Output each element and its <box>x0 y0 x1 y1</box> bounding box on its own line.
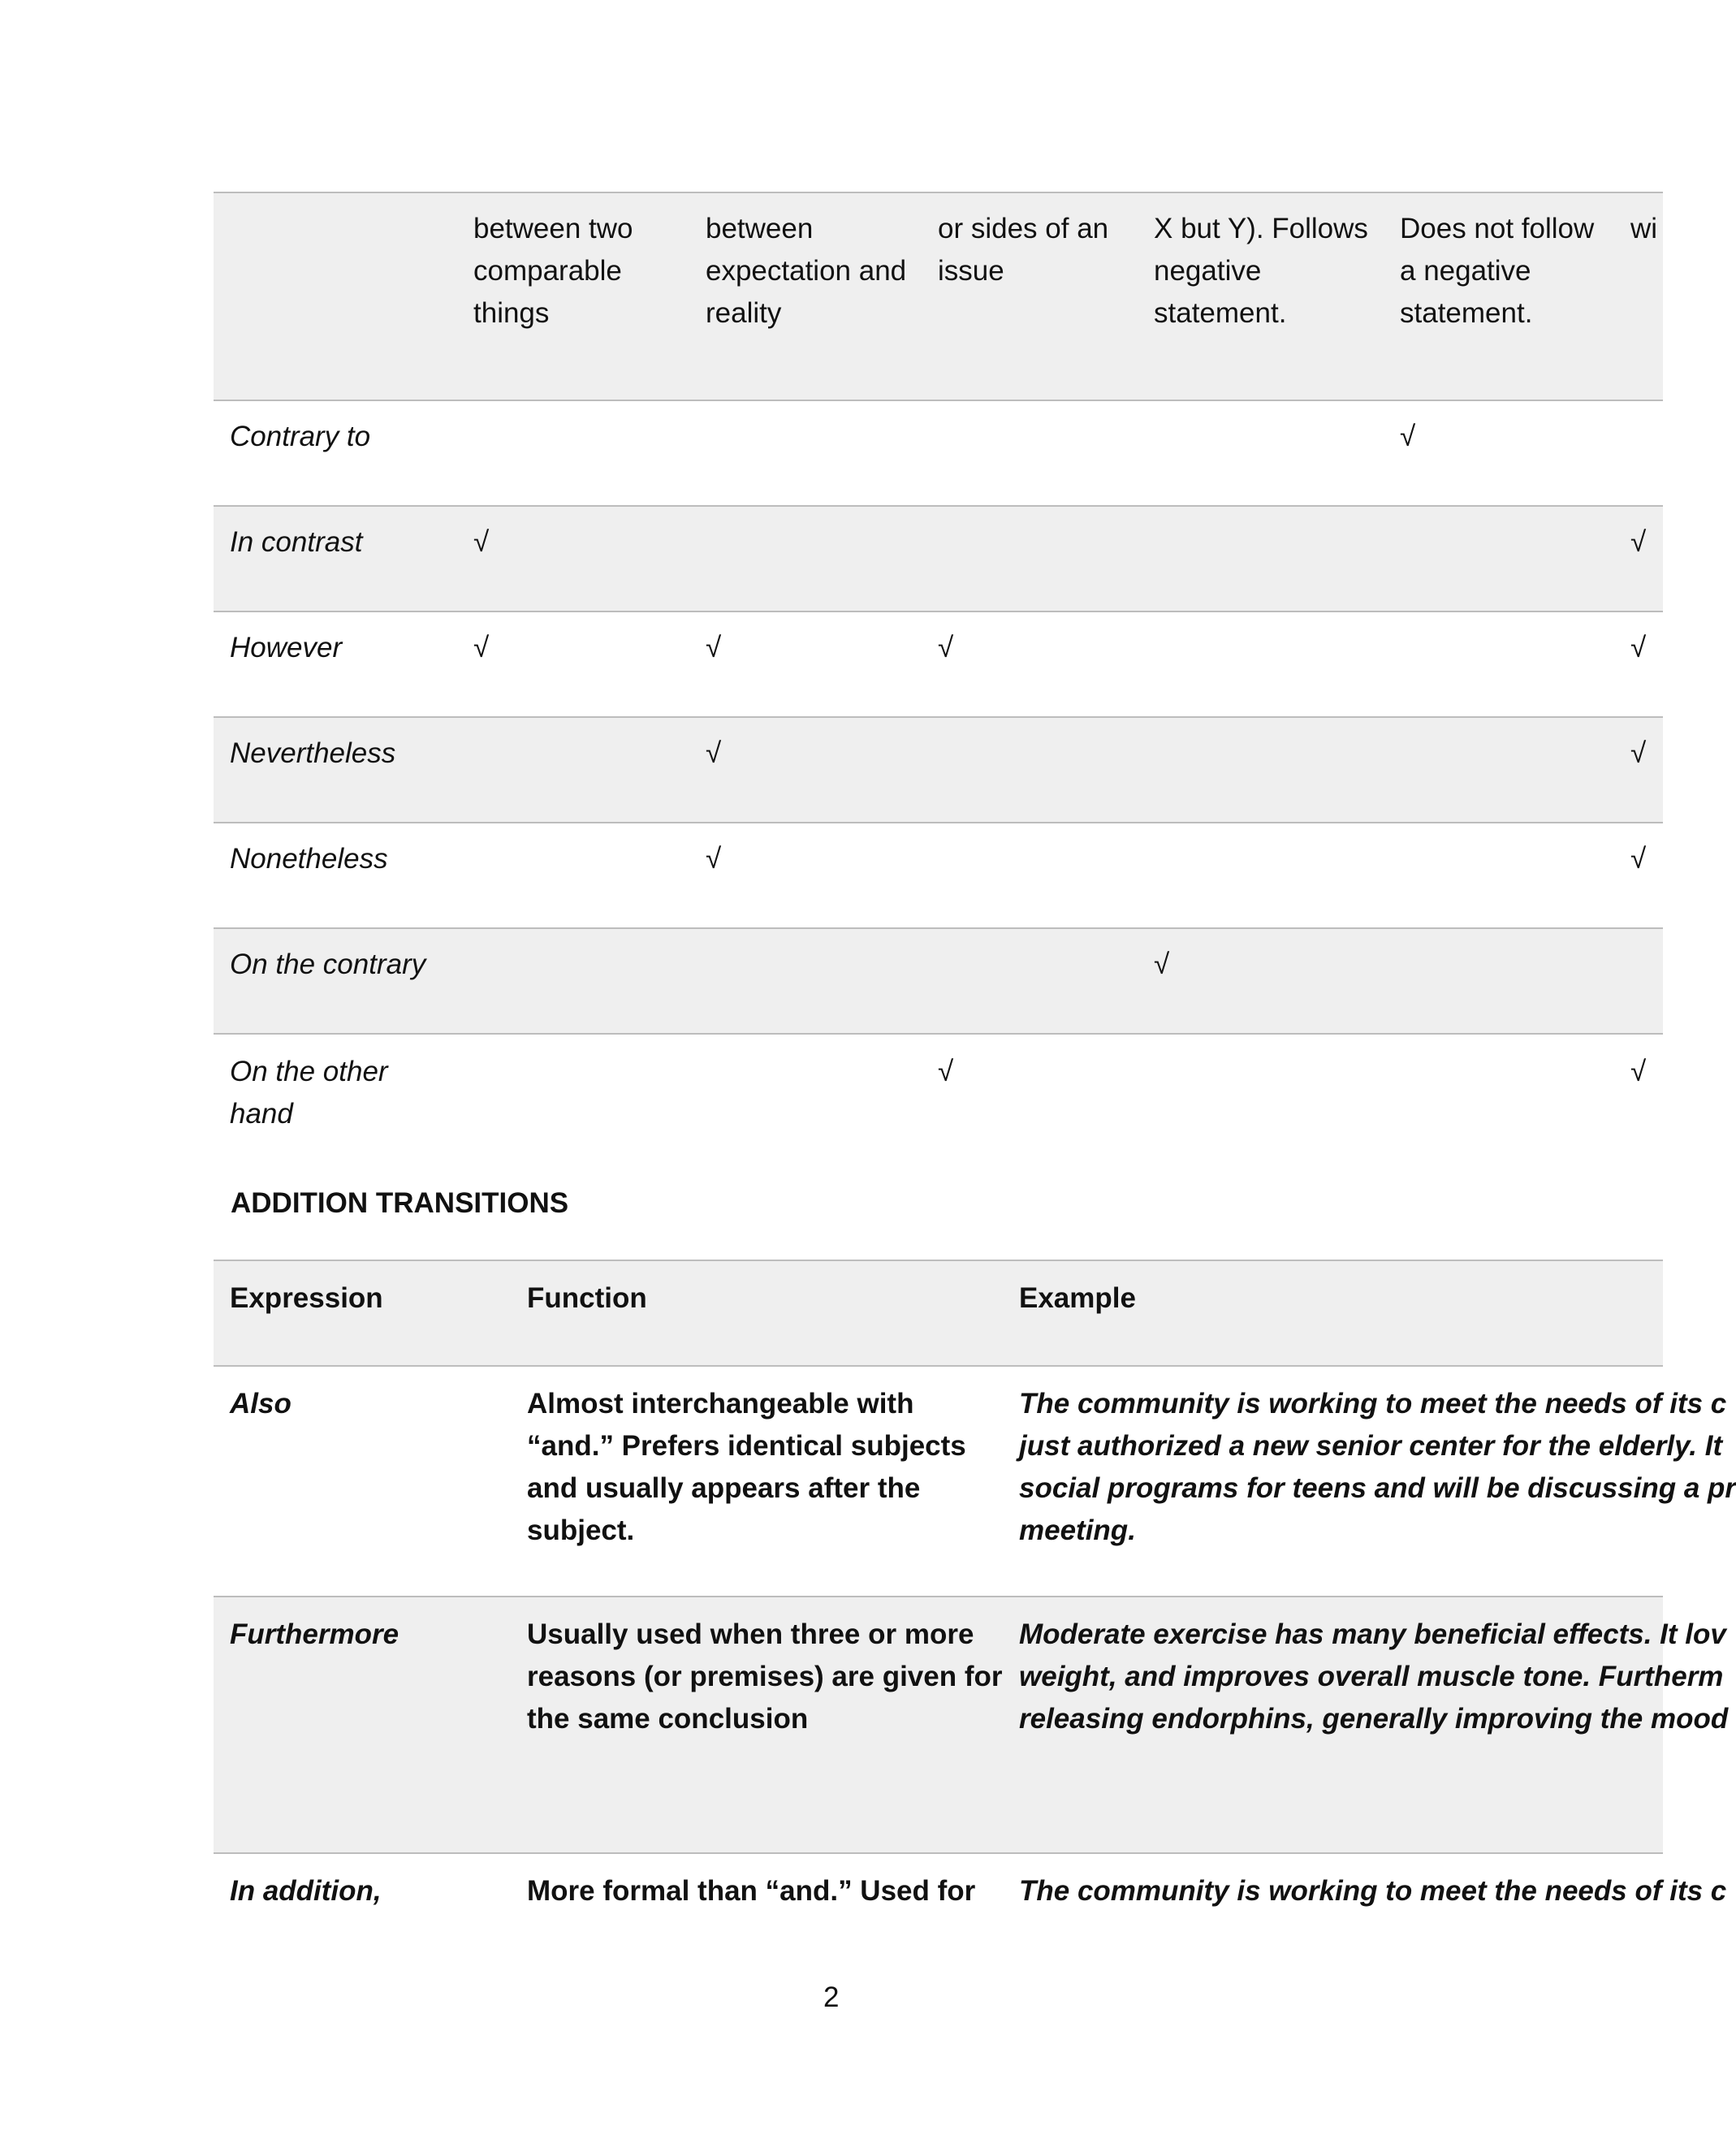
header-cell: X but Y). Follows negative statement. <box>1138 192 1384 400</box>
table-row <box>214 506 1663 611</box>
check-cell: √ <box>1614 611 1663 717</box>
addition-transitions-table <box>214 1260 1736 1935</box>
check-cell <box>457 928 689 1034</box>
example-cell <box>1003 1366 1736 1597</box>
expression-cell: On the other hand <box>214 1034 457 1148</box>
check-cell <box>1138 400 1384 506</box>
check-cell <box>457 823 689 928</box>
example-line: weight, and improves overall muscle tone. Furtherm <box>1019 1661 1724 1692</box>
table-header-row <box>214 192 1663 400</box>
column-header: Example <box>1003 1260 1663 1366</box>
check-cell <box>1384 823 1614 928</box>
column-header: Expression <box>214 1260 511 1366</box>
section-heading: ADDITION TRANSITIONS <box>231 1187 569 1219</box>
check-cell <box>1384 1034 1614 1148</box>
example-cell <box>1003 1853 1727 1935</box>
table-row <box>214 611 1663 717</box>
page-number: 2 <box>823 1981 840 2013</box>
expression-cell: However <box>214 611 457 717</box>
check-cell <box>457 717 689 823</box>
check-cell <box>689 506 922 611</box>
check-cell <box>922 400 1138 506</box>
header-cell: between two comparable things <box>457 192 689 400</box>
check-cell: √ <box>922 1034 1138 1148</box>
header-cell <box>214 192 457 400</box>
example-line: social programs for teens and will be discussing a pr <box>1019 1472 1736 1504</box>
check-cell: √ <box>689 717 922 823</box>
table-row <box>214 400 1663 506</box>
header-cell: or sides of an issue <box>922 192 1138 400</box>
check-cell <box>689 1034 922 1148</box>
check-cell <box>1138 506 1384 611</box>
function-cell: Usually used when three or more reasons (or premises) are given for the same conclusion <box>511 1597 1003 1853</box>
check-cell <box>922 717 1138 823</box>
table-row <box>214 1366 1663 1597</box>
check-cell: √ <box>1614 1034 1663 1148</box>
check-cell <box>689 400 922 506</box>
check-cell <box>1384 611 1614 717</box>
check-cell: √ <box>1138 928 1384 1034</box>
check-cell <box>1138 823 1384 928</box>
expression-cell: On the contrary <box>214 928 457 1034</box>
table-row <box>214 1597 1663 1853</box>
example-line: meeting. <box>1019 1515 1136 1546</box>
check-cell <box>1384 928 1614 1034</box>
table-header-row <box>214 1260 1663 1366</box>
check-cell: √ <box>1614 506 1663 611</box>
example-cell <box>1003 1597 1729 1853</box>
check-cell: √ <box>1614 717 1663 823</box>
table-row <box>214 1853 1663 1935</box>
header-cell: wi <box>1614 192 1663 400</box>
check-cell <box>1138 1034 1384 1148</box>
expression-cell: Nonetheless <box>214 823 457 928</box>
expression-cell: Also <box>214 1366 511 1597</box>
expression-cell: Nevertheless <box>214 717 457 823</box>
check-cell <box>1384 506 1614 611</box>
table-row <box>214 717 1663 823</box>
check-cell: √ <box>457 506 689 611</box>
check-cell <box>1138 717 1384 823</box>
check-cell: √ <box>689 611 922 717</box>
expression-cell: In contrast <box>214 506 457 611</box>
check-cell <box>457 1034 689 1148</box>
check-cell <box>457 400 689 506</box>
check-cell <box>922 823 1138 928</box>
example-line: The community is working to meet the needs of its c <box>1019 1875 1727 1907</box>
table-row <box>214 928 1663 1034</box>
check-cell: √ <box>1384 400 1614 506</box>
check-cell <box>1138 611 1384 717</box>
check-cell <box>922 928 1138 1034</box>
column-header: Function <box>511 1260 1003 1366</box>
check-cell: √ <box>689 823 922 928</box>
example-line: just authorized a new senior center for the elderly. It <box>1019 1430 1723 1462</box>
expression-cell: Contrary to <box>214 400 457 506</box>
example-line: Moderate exercise has many beneficial effects. It lov <box>1019 1618 1726 1650</box>
example-line: The community is working to meet the needs of its c <box>1019 1388 1727 1420</box>
table-row <box>214 1034 1663 1148</box>
table-row <box>214 823 1663 928</box>
check-cell <box>1614 400 1663 506</box>
expression-cell: Furthermore <box>214 1597 511 1853</box>
function-cell: Almost interchangeable with “and.” Prefers identical subjects and usually appears after the subject. <box>511 1366 1003 1597</box>
check-cell <box>1384 717 1614 823</box>
expression-cell: In addition, <box>214 1853 511 1935</box>
header-cell: Does not follow a negative statement. <box>1384 192 1614 400</box>
example-line: releasing endorphins, generally improving the mood <box>1019 1703 1729 1735</box>
check-cell <box>1614 928 1663 1034</box>
check-cell <box>689 928 922 1034</box>
check-cell: √ <box>457 611 689 717</box>
header-cell: between expectation and reality <box>689 192 922 400</box>
function-cell: More formal than “and.” Used for <box>511 1853 1003 1935</box>
check-cell <box>922 506 1138 611</box>
check-cell: √ <box>922 611 1138 717</box>
contrast-transitions-table <box>214 192 1663 1148</box>
check-cell: √ <box>1614 823 1663 928</box>
